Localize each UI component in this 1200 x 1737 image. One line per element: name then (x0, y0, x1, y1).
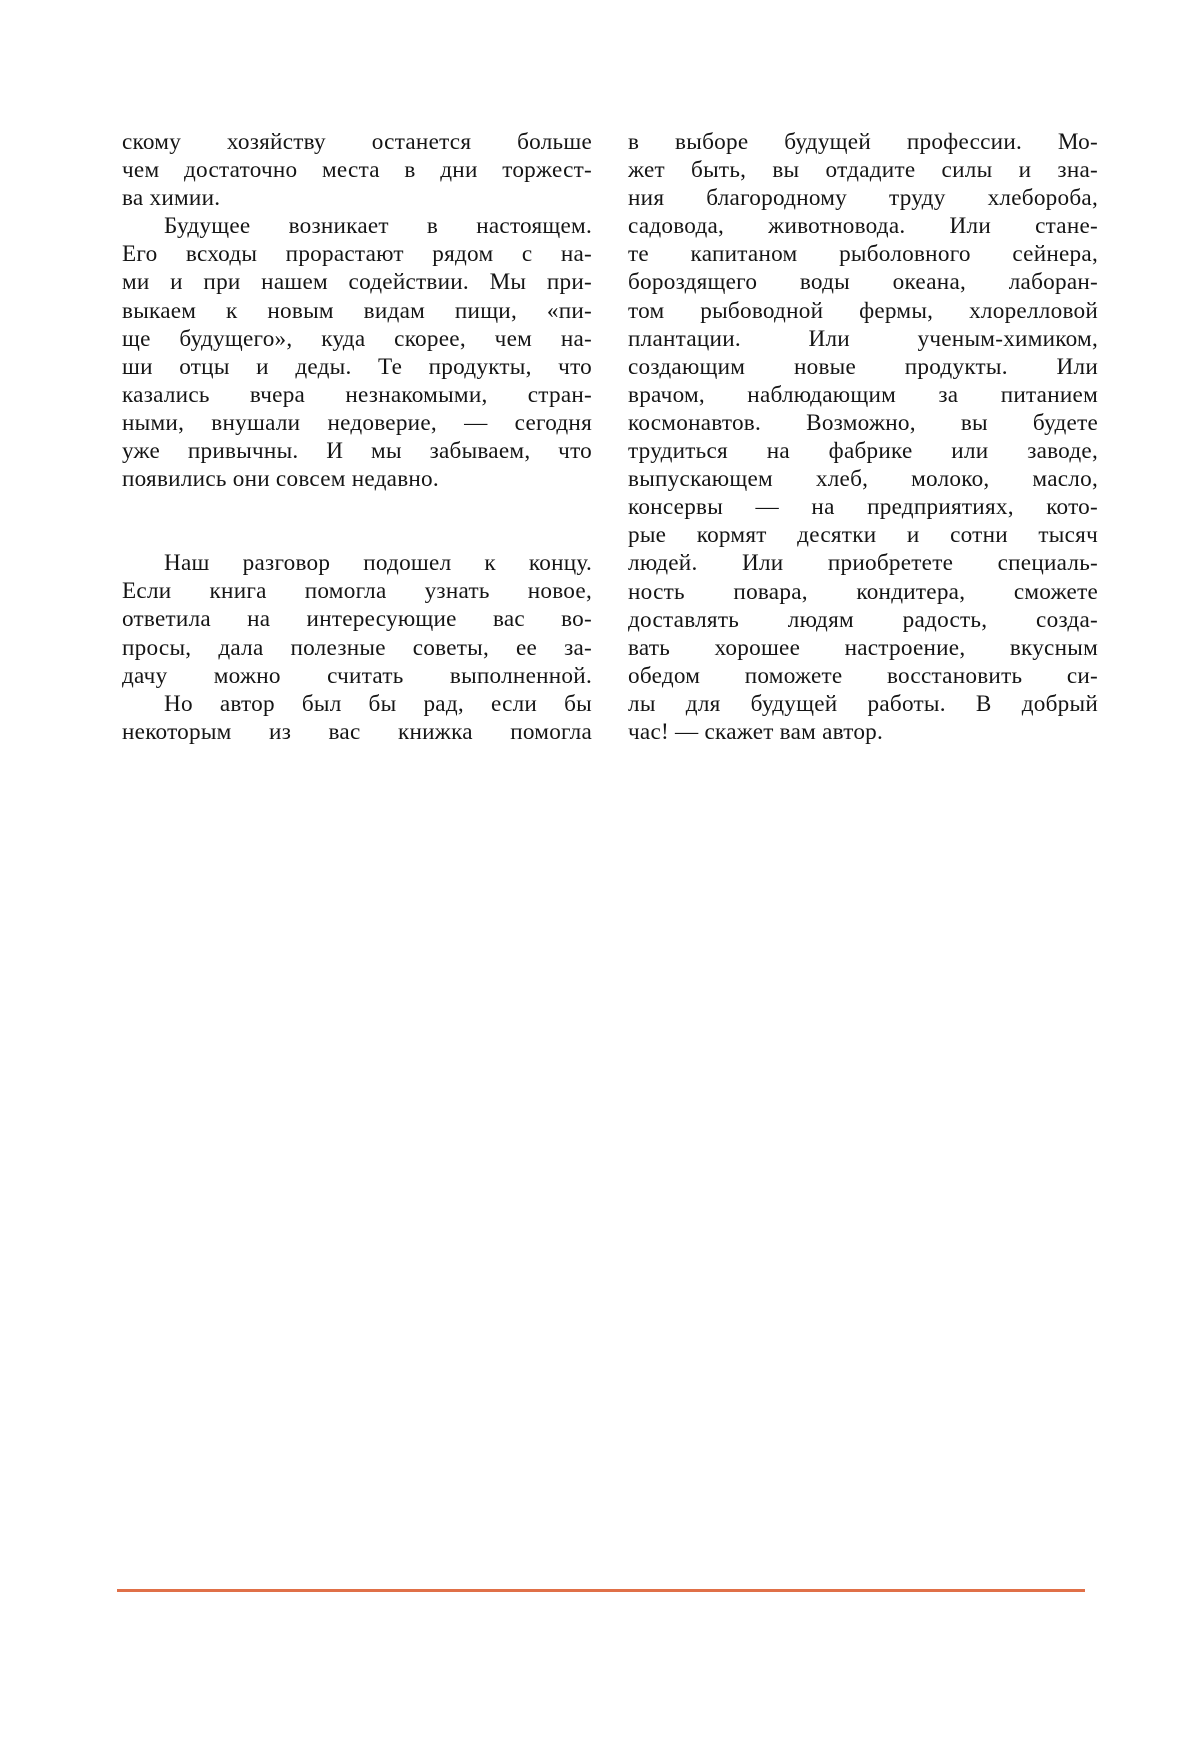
text-line: Если книга помогла узнать новое, (122, 577, 592, 605)
text-line: ность повара, кондитера, сможете (628, 578, 1098, 606)
text-line: создающим новые продукты. Или (628, 353, 1098, 381)
text-line: ми и при нашем содействии. Мы при- (122, 268, 592, 296)
text-line: уже привычны. И мы забываем, что (122, 437, 592, 465)
text-line: выпускающем хлеб, молоко, масло, (628, 465, 1098, 493)
text-line: трудиться на фабрике или заводе, (628, 437, 1098, 465)
text-line: ще будущего», куда скорее, чем на- (122, 325, 592, 353)
text-line: космонавтов. Возможно, вы будете (628, 409, 1098, 437)
paragraph (122, 212, 592, 493)
text-line: Его всходы прорастают рядом с на- (122, 240, 592, 268)
text-line: Будущее возникает в настоящем. (122, 212, 592, 240)
text-line: скому хозяйству останется больше (122, 128, 592, 156)
text-line: Наш разговор подошел к концу. (122, 549, 592, 577)
text-line: лы для будущей работы. В добрый (628, 690, 1098, 718)
text-line: Но автор был бы рад, если бы (122, 690, 592, 718)
paragraph (628, 128, 1098, 746)
text-line: те капитаном рыболовного сейнера, (628, 240, 1098, 268)
paragraph (122, 549, 592, 746)
text-line: вать хорошее настроение, вкусным (628, 634, 1098, 662)
text-line: жет быть, вы отдадите силы и зна- (628, 156, 1098, 184)
text-line: ва химии. (122, 184, 592, 212)
text-line: в выборе будущей профессии. Мо- (628, 128, 1098, 156)
text-line: час! — скажет вам автор. (628, 718, 1098, 746)
section-gap (122, 493, 592, 549)
book-page (0, 0, 1200, 1737)
text-line: бороздящего воды океана, лаборан- (628, 268, 1098, 296)
left-column (122, 128, 592, 746)
text-line: ния благородному труду хлебороба, (628, 184, 1098, 212)
text-line: плантации. Или ученым-химиком, (628, 325, 1098, 353)
text-line: консервы — на предприятиях, кото- (628, 493, 1098, 521)
text-line: некоторым из вас книжка помогла (122, 718, 592, 746)
footer-rule (117, 1589, 1085, 1592)
text-line: том рыбоводной фермы, хлорелловой (628, 297, 1098, 325)
paragraph (122, 128, 592, 212)
text-line: казались вчера незнакомыми, стран- (122, 381, 592, 409)
text-line: доставлять людям радость, созда- (628, 606, 1098, 634)
text-line: выкаем к новым видам пищи, «пи- (122, 297, 592, 325)
text-line: врачом, наблюдающим за питанием (628, 381, 1098, 409)
text-line: чем достаточно места в дни торжест- (122, 156, 592, 184)
text-line: ными, внушали недоверие, — сегодня (122, 409, 592, 437)
text-line: рые кормят десятки и сотни тысяч (628, 521, 1098, 549)
text-line: ответила на интересующие вас во- (122, 605, 592, 633)
text-line: просы, дала полезные советы, ее за- (122, 634, 592, 662)
text-line: появились они совсем недавно. (122, 465, 592, 493)
text-line: садовода, животновода. Или стане- (628, 212, 1098, 240)
right-column (628, 128, 1098, 746)
text-line: обедом поможете восстановить си- (628, 662, 1098, 690)
text-line: людей. Или приобретете специаль- (628, 549, 1098, 577)
text-line: ши отцы и деды. Те продукты, что (122, 353, 592, 381)
text-line: дачу можно считать выполненной. (122, 662, 592, 690)
